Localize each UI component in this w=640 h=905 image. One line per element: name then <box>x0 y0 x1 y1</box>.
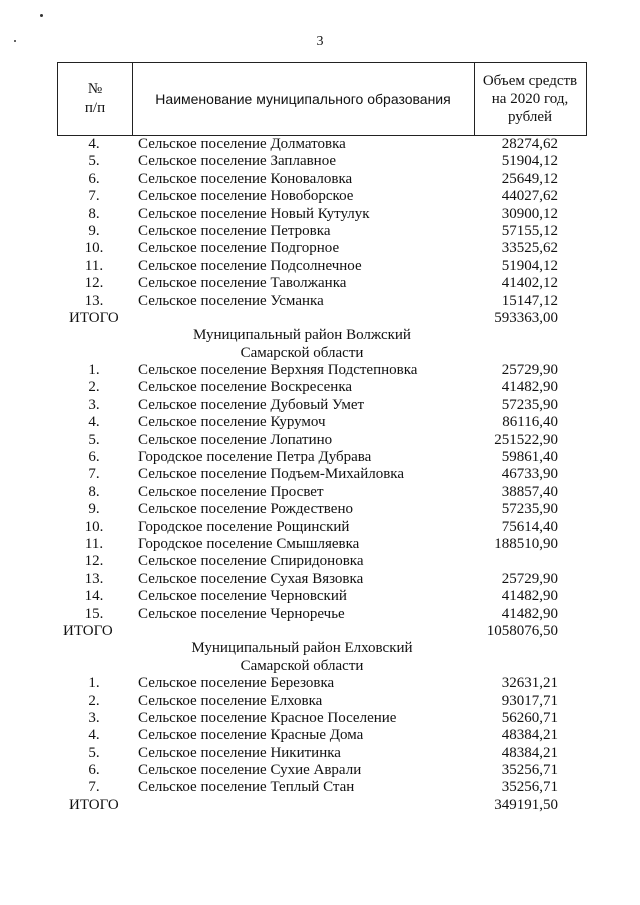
row-amount: 51904,12 <box>501 257 558 274</box>
table-row <box>57 762 587 779</box>
row-amount: 86116,40 <box>502 414 558 431</box>
table-row <box>57 727 587 744</box>
row-number: 1. <box>88 675 100 692</box>
header-amount-line1: Объем средств <box>482 73 578 89</box>
row-amount: 35256,71 <box>501 779 558 796</box>
district-title <box>57 327 587 344</box>
table-row <box>57 484 587 501</box>
row-number: 2. <box>88 692 100 709</box>
table-row <box>57 362 587 379</box>
row-name: Сельское поселение Никитинка <box>138 744 341 761</box>
row-name: Сельское поселение Коноваловка <box>138 170 353 187</box>
table-body <box>57 136 587 814</box>
row-amount: 188510,90 <box>494 535 558 552</box>
row-amount: 56260,71 <box>501 709 558 726</box>
header-number-sub: п/п <box>84 100 106 116</box>
row-name: Городское поселение Смышляевка <box>138 535 360 552</box>
table-row <box>57 606 587 623</box>
row-amount: 57155,12 <box>501 222 558 239</box>
row-name: Сельское поселение Сухие Аврали <box>138 762 362 779</box>
table-row <box>57 779 587 796</box>
table-row <box>57 553 587 570</box>
row-number: 10. <box>84 518 104 535</box>
row-number: 3. <box>88 396 100 413</box>
row-name: Сельское поселение Сухая Вязовка <box>138 570 364 587</box>
row-number: 8. <box>88 483 100 500</box>
scan-speck <box>40 14 43 17</box>
row-number: 1. <box>88 362 100 379</box>
total-row <box>57 623 587 640</box>
row-name: Сельское поселение Лопатино <box>138 431 333 448</box>
total-label: ИТОГО <box>63 622 113 639</box>
row-name: Сельское поселение Черновский <box>138 588 347 605</box>
row-name: Сельское поселение Усманка <box>138 292 324 309</box>
row-number: 11. <box>84 535 104 552</box>
row-number: 5. <box>88 431 100 448</box>
row-name: Городское поселение Петра Дубрава <box>138 449 372 466</box>
row-name: Сельское поселение Подъем-Михайловка <box>138 466 405 483</box>
row-number: 6. <box>88 449 100 466</box>
row-number: 13. <box>84 570 104 587</box>
table-row <box>57 206 587 223</box>
row-number: 11. <box>84 257 104 274</box>
row-amount: 41482,90 <box>501 588 558 605</box>
row-name: Сельское поселение Таволжанка <box>138 275 347 292</box>
header-name-column: Наименование муниципального образования <box>132 63 475 135</box>
table-row <box>57 449 587 466</box>
total-row <box>57 797 587 814</box>
row-amount: 25729,90 <box>501 362 558 379</box>
row-number: 9. <box>88 222 100 239</box>
row-name: Сельское поселение Березовка <box>138 675 335 692</box>
row-amount: 25649,12 <box>501 170 558 187</box>
table-row <box>57 501 587 518</box>
row-name: Сельское поселение Красные Дома <box>138 727 364 744</box>
row-name: Городское поселение Рощинский <box>138 518 350 535</box>
row-amount: 75614,40 <box>501 518 558 535</box>
row-amount: 33525,62 <box>501 240 558 257</box>
row-amount: 48384,21 <box>501 744 558 761</box>
row-number: 7. <box>88 188 100 205</box>
row-name: Сельское поселение Долматовка <box>138 136 346 152</box>
row-number: 15. <box>84 605 104 622</box>
row-amount: 15147,12 <box>501 292 558 309</box>
row-amount: 46733,90 <box>501 466 558 483</box>
row-amount: 35256,71 <box>501 762 558 779</box>
table-row <box>57 293 587 310</box>
total-amount: 593363,00 <box>494 309 558 326</box>
row-amount: 41482,90 <box>501 379 558 396</box>
table-row <box>57 432 587 449</box>
row-number: 13. <box>84 292 104 309</box>
row-name: Сельское поселение Курумоч <box>138 414 326 431</box>
district-title <box>57 640 587 657</box>
row-number: 4. <box>88 136 100 152</box>
header-number-sign: № <box>87 81 103 97</box>
district-title-line2: Самарской области <box>240 657 364 674</box>
row-name: Сельское поселение Петровка <box>138 222 331 239</box>
row-amount: 59861,40 <box>501 449 558 466</box>
table-row <box>57 414 587 431</box>
total-row <box>57 310 587 327</box>
row-name: Сельское поселение Подгорное <box>138 240 340 257</box>
row-name: Сельское поселение Теплый Стан <box>138 779 355 796</box>
total-label: ИТОГО <box>69 309 119 326</box>
row-name: Сельское поселение Воскресенка <box>138 379 353 396</box>
row-number: 7. <box>88 779 100 796</box>
district-title-line1: Муниципальный район Елховский <box>191 640 413 657</box>
row-name: Сельское поселение Красное Поселение <box>138 709 397 726</box>
district-subtitle <box>57 658 587 675</box>
table-row <box>57 223 587 240</box>
row-name: Сельское поселение Дубовый Умет <box>138 396 365 413</box>
row-number: 5. <box>88 153 100 170</box>
row-name: Сельское поселение Черноречье <box>138 605 345 622</box>
table-row <box>57 588 587 605</box>
table-row <box>57 153 587 170</box>
table-row <box>57 745 587 762</box>
row-name: Сельское поселение Елховка <box>138 692 323 709</box>
row-number: 9. <box>88 501 100 518</box>
district-subtitle <box>57 345 587 362</box>
row-number: 3. <box>88 709 100 726</box>
row-amount: 93017,71 <box>501 692 558 709</box>
row-amount: 251522,90 <box>494 431 558 448</box>
row-name: Сельское поселение Подсолнечное <box>138 257 362 274</box>
row-number: 10. <box>84 240 104 257</box>
table-row <box>57 171 587 188</box>
row-amount: 57235,90 <box>501 501 558 518</box>
row-amount: 41402,12 <box>501 275 558 292</box>
page-number: 3 <box>316 34 324 49</box>
row-amount: 32631,21 <box>501 675 558 692</box>
header-number-column <box>58 63 133 135</box>
table-row <box>57 710 587 727</box>
row-number: 4. <box>88 727 100 744</box>
header-amount-line2: на 2020 год, <box>491 91 569 107</box>
table-row <box>57 275 587 292</box>
table-row <box>57 136 587 153</box>
row-number: 4. <box>88 414 100 431</box>
table-header <box>57 62 587 136</box>
table-row <box>57 379 587 396</box>
row-amount: 38857,40 <box>501 483 558 500</box>
row-name: Сельское поселение Новый Кутулук <box>138 205 370 222</box>
table-row <box>57 188 587 205</box>
row-number: 7. <box>88 466 100 483</box>
total-amount: 1058076,50 <box>486 622 558 639</box>
row-amount: 41482,90 <box>501 605 558 622</box>
row-amount: 48384,21 <box>501 727 558 744</box>
table-row <box>57 240 587 257</box>
row-name: Сельское поселение Верхняя Подстепновка <box>138 362 418 379</box>
total-label: ИТОГО <box>69 796 119 813</box>
row-name: Сельское поселение Спиридоновка <box>138 553 364 570</box>
table-row <box>57 397 587 414</box>
table-row <box>57 536 587 553</box>
row-amount: 51904,12 <box>501 153 558 170</box>
row-amount: 25729,90 <box>501 570 558 587</box>
district-title-line1: Муниципальный район Волжский <box>193 327 411 344</box>
row-number: 6. <box>88 762 100 779</box>
row-amount: 30900,12 <box>501 205 558 222</box>
table-row <box>57 519 587 536</box>
header-amount-column <box>474 63 586 135</box>
table-row <box>57 466 587 483</box>
row-number: 5. <box>88 744 100 761</box>
row-amount: 28274,62 <box>501 136 558 152</box>
row-number: 12. <box>84 553 104 570</box>
row-number: 2. <box>88 379 100 396</box>
table-row <box>57 571 587 588</box>
row-number: 8. <box>88 205 100 222</box>
row-number: 6. <box>88 170 100 187</box>
row-amount: 44027,62 <box>501 188 558 205</box>
total-amount: 349191,50 <box>494 796 558 813</box>
table-row <box>57 258 587 275</box>
row-name: Сельское поселение Рождествено <box>138 501 353 518</box>
row-name: Сельское поселение Заплавное <box>138 153 337 170</box>
district-title-line2: Самарской области <box>240 344 364 361</box>
row-name: Сельское поселение Новоборское <box>138 188 354 205</box>
row-name: Сельское поселение Просвет <box>138 483 324 500</box>
table-row <box>57 675 587 692</box>
row-number: 14. <box>84 588 104 605</box>
table-row <box>57 693 587 710</box>
row-amount: 57235,90 <box>501 396 558 413</box>
row-number: 12. <box>84 275 104 292</box>
header-amount-line3: рублей <box>507 109 553 125</box>
